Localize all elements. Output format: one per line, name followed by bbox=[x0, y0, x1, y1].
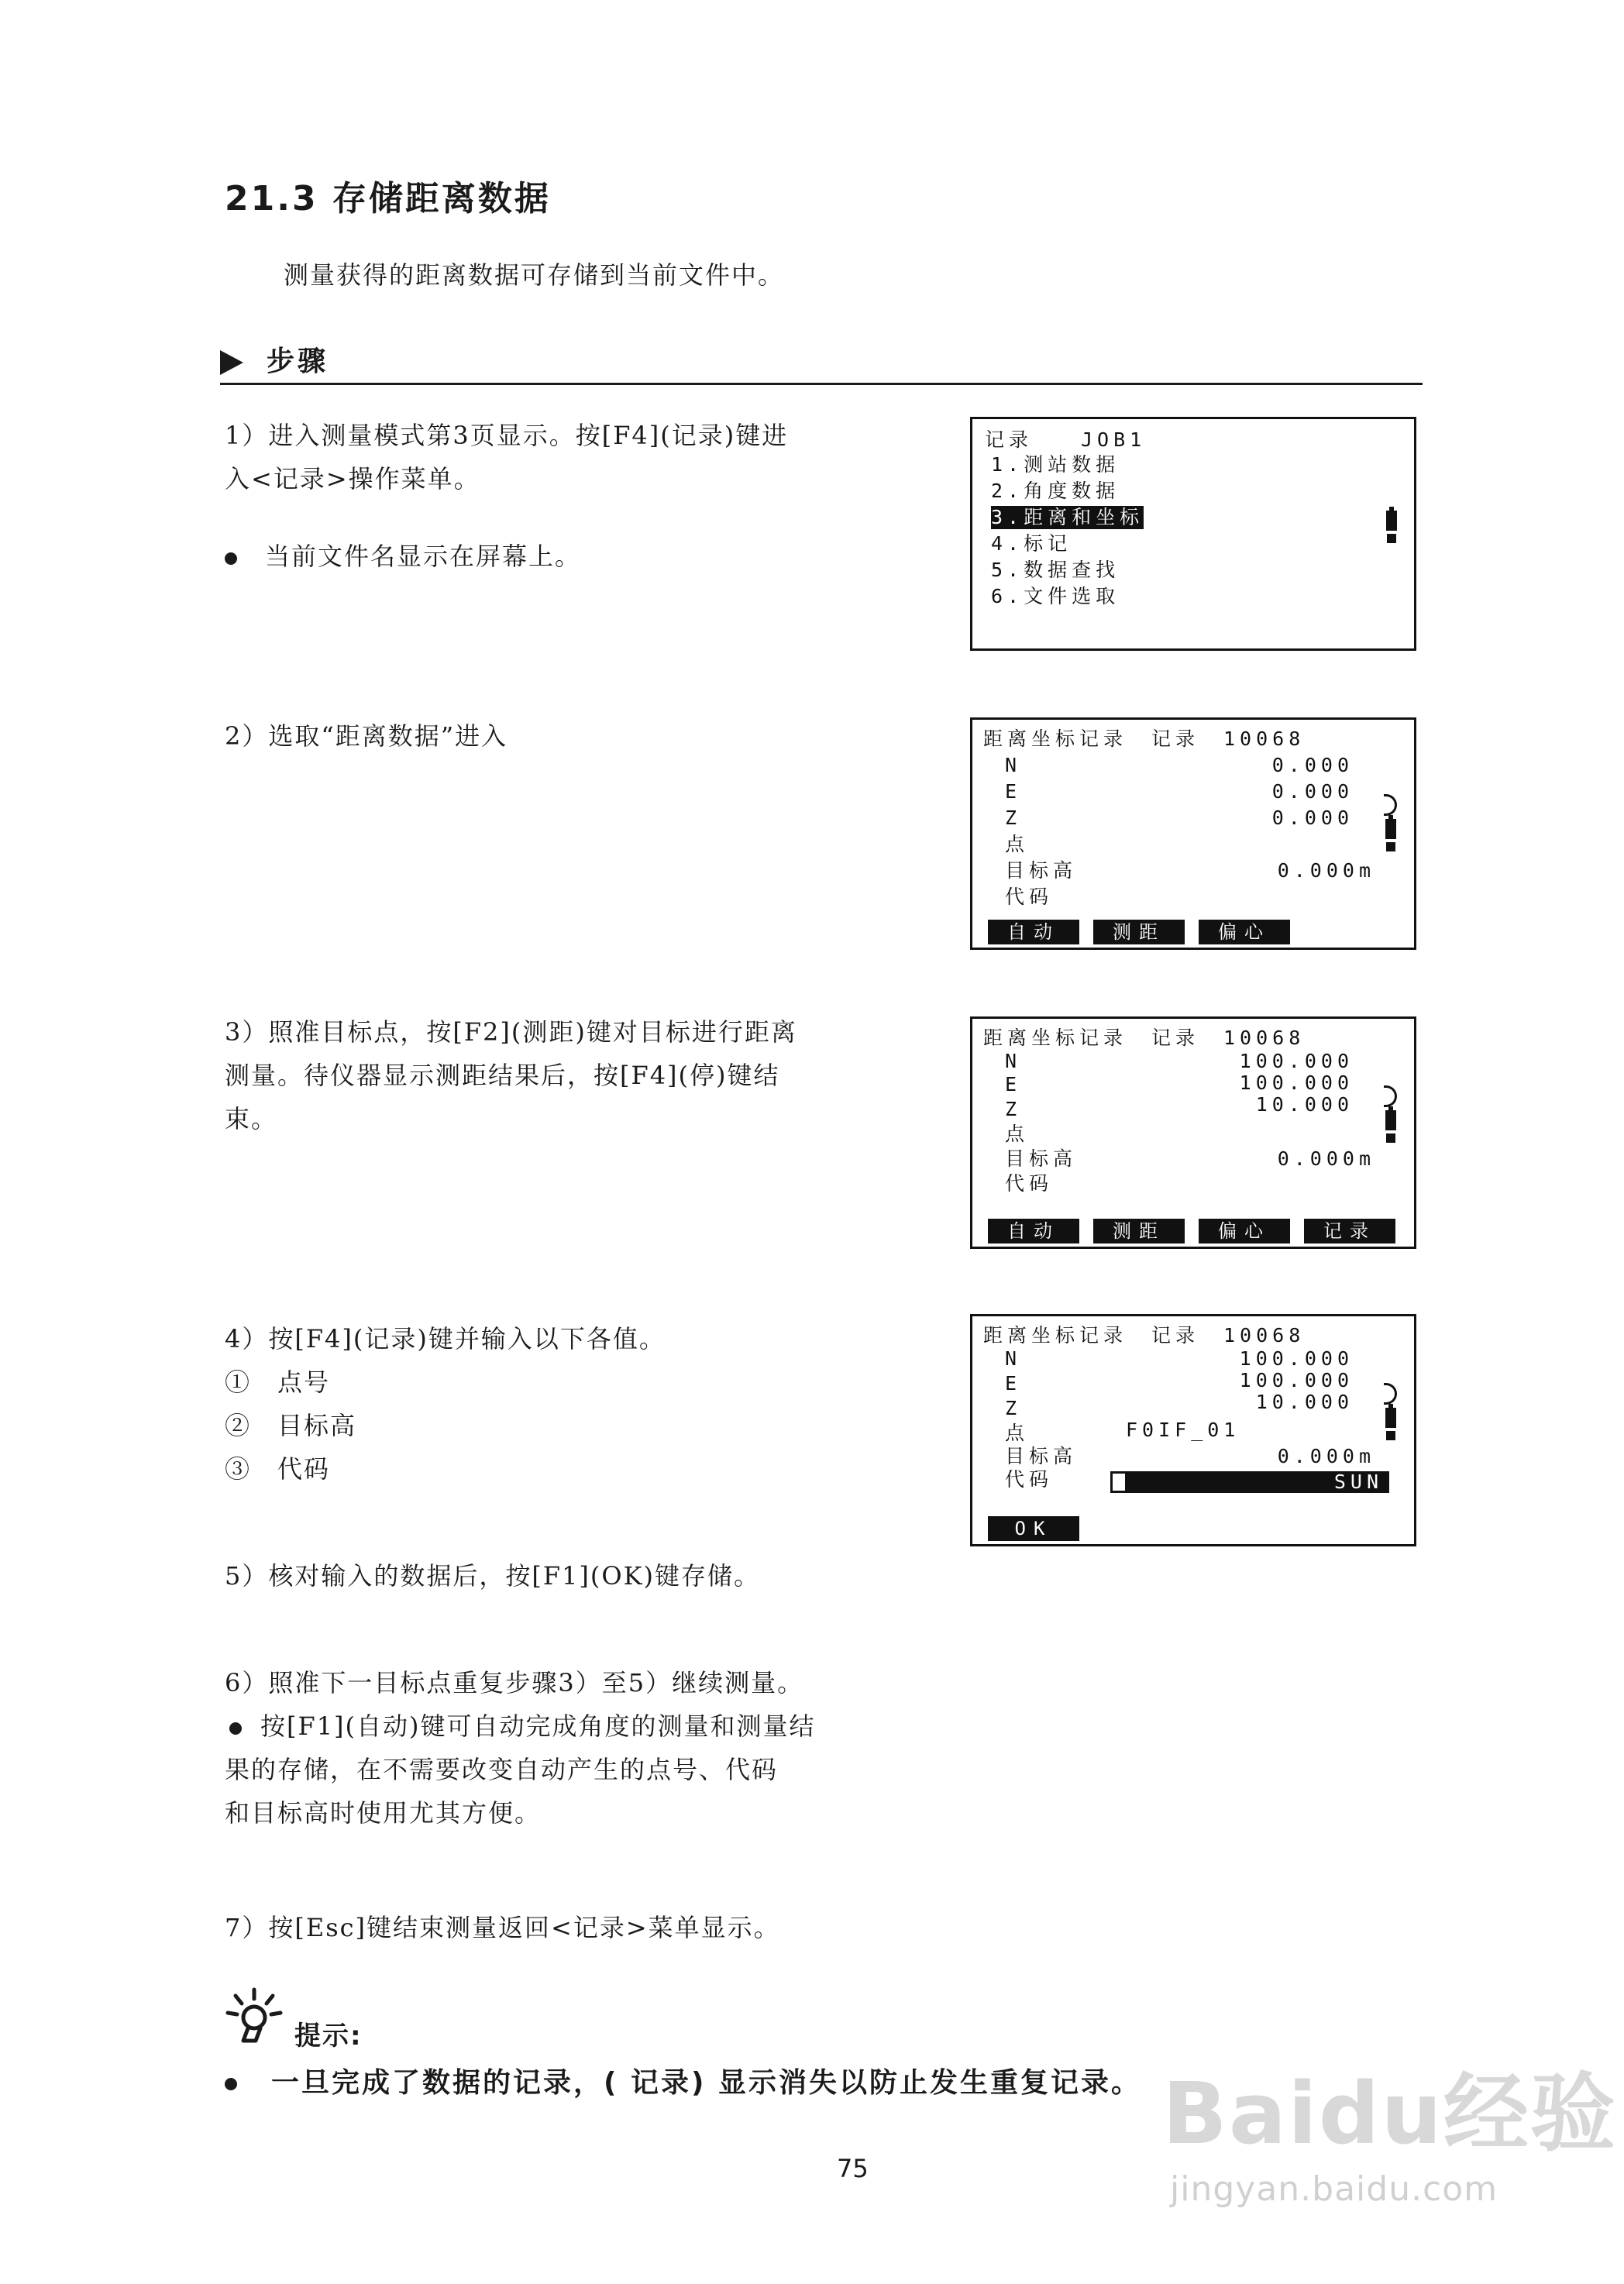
battery-icon bbox=[1386, 511, 1397, 531]
step-4-item: ① 点号 bbox=[225, 1367, 331, 1397]
screen-1-title: 记录 JOB1 bbox=[985, 428, 1147, 451]
watermark-logo: Baidu经验 bbox=[1162, 2064, 1617, 2163]
signal-icon bbox=[1386, 1133, 1395, 1143]
row-label: N bbox=[1005, 754, 1022, 776]
menu-item: 5.数据查找 bbox=[991, 559, 1120, 581]
row-label: E bbox=[1005, 780, 1022, 803]
row-value: 0.000 bbox=[1271, 780, 1354, 803]
screen-distance-result bbox=[970, 1016, 1416, 1249]
steps-heading bbox=[220, 339, 329, 379]
row-label: 代码 bbox=[1005, 886, 1054, 908]
signal-icon bbox=[1386, 1431, 1395, 1440]
step-1-line-2: 入<记录>操作菜单。 bbox=[225, 464, 480, 494]
row-label: N bbox=[1005, 1050, 1022, 1072]
bullet-icon bbox=[225, 552, 237, 565]
menu-item: 2.角度数据 bbox=[991, 480, 1120, 502]
prism-icon bbox=[1384, 1383, 1397, 1405]
menu-item: 4.标记 bbox=[991, 532, 1072, 555]
step-6-line: 6）照准下一目标点重复步骤3）至5）继续测量。 bbox=[225, 1668, 804, 1698]
softkey-bar bbox=[988, 1516, 1079, 1541]
step-6-bullet-text: 按[F1](自动)键可自动完成角度的测量和测量结 bbox=[260, 1711, 816, 1741]
step-4-item: ② 目标高 bbox=[225, 1411, 357, 1440]
battery-icon bbox=[1385, 1110, 1396, 1130]
row-label: Z bbox=[1005, 1397, 1022, 1419]
step-7: 7）按[Esc]键结束测量返回<记录>菜单显示。 bbox=[225, 1913, 780, 1942]
step-6-bullet-line-2: 果的存储，在不需要改变自动产生的点号、代码 bbox=[225, 1755, 779, 1784]
intro-text: 测量获得的距离数据可存储到当前文件中。 bbox=[284, 260, 785, 290]
screen-2-header: 距离坐标记录 记录 10068 bbox=[983, 728, 1306, 750]
row-value: 0.000m bbox=[1277, 859, 1375, 882]
page-number: 75 bbox=[837, 2154, 869, 2183]
step-3-line-3: 束。 bbox=[225, 1104, 278, 1133]
point-id-input[interactable]: F0IF_01 bbox=[1126, 1419, 1240, 1441]
lightbulb-icon bbox=[225, 1983, 290, 2045]
row-value: 100.000 bbox=[1239, 1369, 1354, 1391]
row-label: 点 bbox=[1005, 1123, 1030, 1145]
bullet-icon bbox=[229, 1722, 242, 1735]
row-value: 100.000 bbox=[1239, 1071, 1354, 1094]
row-label: 代码 bbox=[1005, 1172, 1054, 1195]
screen-distance-record bbox=[970, 717, 1416, 950]
softkey-measure[interactable]: 测距 bbox=[1093, 920, 1185, 944]
text-cursor bbox=[1110, 1471, 1127, 1493]
step-1 bbox=[225, 414, 788, 500]
row-value: 0.000m bbox=[1277, 1147, 1375, 1170]
screen-record-menu bbox=[970, 417, 1416, 651]
steps-heading-label: 步骤 bbox=[267, 346, 329, 377]
prism-icon bbox=[1384, 794, 1397, 816]
row-value: 100.000 bbox=[1239, 1050, 1354, 1072]
signal-icon bbox=[1386, 842, 1395, 851]
tip-text bbox=[225, 2061, 1141, 2100]
battery-icon bbox=[1385, 819, 1396, 839]
menu-item-selected: 3.距离和坐标 bbox=[991, 506, 1144, 528]
code-input[interactable]: SUN bbox=[1126, 1471, 1389, 1493]
status-icons bbox=[1384, 1085, 1397, 1143]
status-icons bbox=[1386, 511, 1397, 543]
screen-4-header: 距离坐标记录 记录 10068 bbox=[983, 1324, 1306, 1347]
screen-input-values bbox=[970, 1314, 1416, 1546]
status-icons bbox=[1384, 794, 1397, 851]
row-label: Z bbox=[1005, 807, 1022, 829]
heading-rule bbox=[220, 383, 1423, 385]
row-label: 点 bbox=[1005, 833, 1030, 855]
row-label: E bbox=[1005, 1372, 1022, 1395]
row-value: 10.000 bbox=[1255, 1391, 1354, 1413]
step-1-bullet-text: 当前文件名显示在屏幕上。 bbox=[265, 542, 582, 571]
step-3-line-2: 测量。待仪器显示测距结果后，按[F4](停)键结 bbox=[225, 1061, 780, 1090]
step-1-bullet bbox=[225, 535, 581, 578]
step-6-bullet-line-1 bbox=[225, 1704, 816, 1748]
step-5: 5）核对输入的数据后，按[F1](OK)键存储。 bbox=[225, 1561, 761, 1591]
softkey-ok[interactable]: OK bbox=[988, 1516, 1079, 1541]
step-1-line-1: 1）进入测量模式第3页显示。按[F4](记录)键进 bbox=[225, 421, 789, 450]
step-3 bbox=[225, 1010, 797, 1140]
softkey-measure[interactable]: 测距 bbox=[1093, 1219, 1185, 1243]
triangle-icon bbox=[220, 350, 243, 375]
row-value: 10.000 bbox=[1255, 1093, 1354, 1116]
row-label: 代码 bbox=[1005, 1468, 1054, 1491]
row-label: 点 bbox=[1005, 1422, 1030, 1444]
watermark-url: jingyan.baidu.com bbox=[1170, 2169, 1498, 2209]
status-icons bbox=[1384, 1383, 1397, 1440]
menu-item: 6.文件选取 bbox=[991, 585, 1120, 607]
step-4-item: ③ 代码 bbox=[225, 1454, 331, 1484]
battery-icon bbox=[1385, 1408, 1396, 1428]
row-label: 目标高 bbox=[1005, 859, 1078, 882]
row-label: Z bbox=[1005, 1098, 1022, 1120]
softkey-offset[interactable]: 偏心 bbox=[1199, 920, 1290, 944]
step-2: 2）选取“距离数据”进入 bbox=[225, 721, 508, 751]
step-4 bbox=[225, 1317, 666, 1491]
row-value: 100.000 bbox=[1239, 1347, 1354, 1370]
step-4-line: 4）按[F4](记录)键并输入以下各值。 bbox=[225, 1324, 666, 1354]
bullet-icon bbox=[225, 2078, 237, 2090]
softkey-auto[interactable]: 自动 bbox=[988, 1219, 1079, 1243]
softkey-bar bbox=[988, 920, 1290, 944]
row-value: 0.000 bbox=[1271, 807, 1354, 829]
step-6-bullet-line-3: 和目标高时使用尤其方便。 bbox=[225, 1798, 542, 1828]
softkey-record[interactable]: 记录 bbox=[1304, 1219, 1395, 1243]
row-label: N bbox=[1005, 1347, 1022, 1370]
screen-3-header: 距离坐标记录 记录 10068 bbox=[983, 1027, 1306, 1049]
tip-text-content: 一旦完成了数据的记录，( 记录) 显示消失以防止发生重复记录。 bbox=[271, 2067, 1141, 2099]
row-label: 目标高 bbox=[1005, 1445, 1078, 1467]
step-6 bbox=[225, 1661, 816, 1835]
softkey-bar bbox=[988, 1219, 1395, 1243]
row-label: E bbox=[1005, 1073, 1022, 1096]
row-value: 0.000m bbox=[1277, 1445, 1375, 1467]
tip-label: 提示: bbox=[294, 2021, 363, 2052]
menu-item: 1.测站数据 bbox=[991, 453, 1120, 476]
softkey-auto[interactable]: 自动 bbox=[988, 920, 1079, 944]
prism-icon bbox=[1384, 1085, 1397, 1107]
softkey-offset[interactable]: 偏心 bbox=[1199, 1219, 1290, 1243]
section-title: 21.3 存储距离数据 bbox=[225, 179, 551, 218]
signal-icon bbox=[1387, 534, 1396, 543]
row-value: 0.000 bbox=[1271, 754, 1354, 776]
row-label: 目标高 bbox=[1005, 1147, 1078, 1170]
step-3-line-1: 3）照准目标点，按[F2](测距)键对目标进行距离 bbox=[225, 1017, 797, 1047]
